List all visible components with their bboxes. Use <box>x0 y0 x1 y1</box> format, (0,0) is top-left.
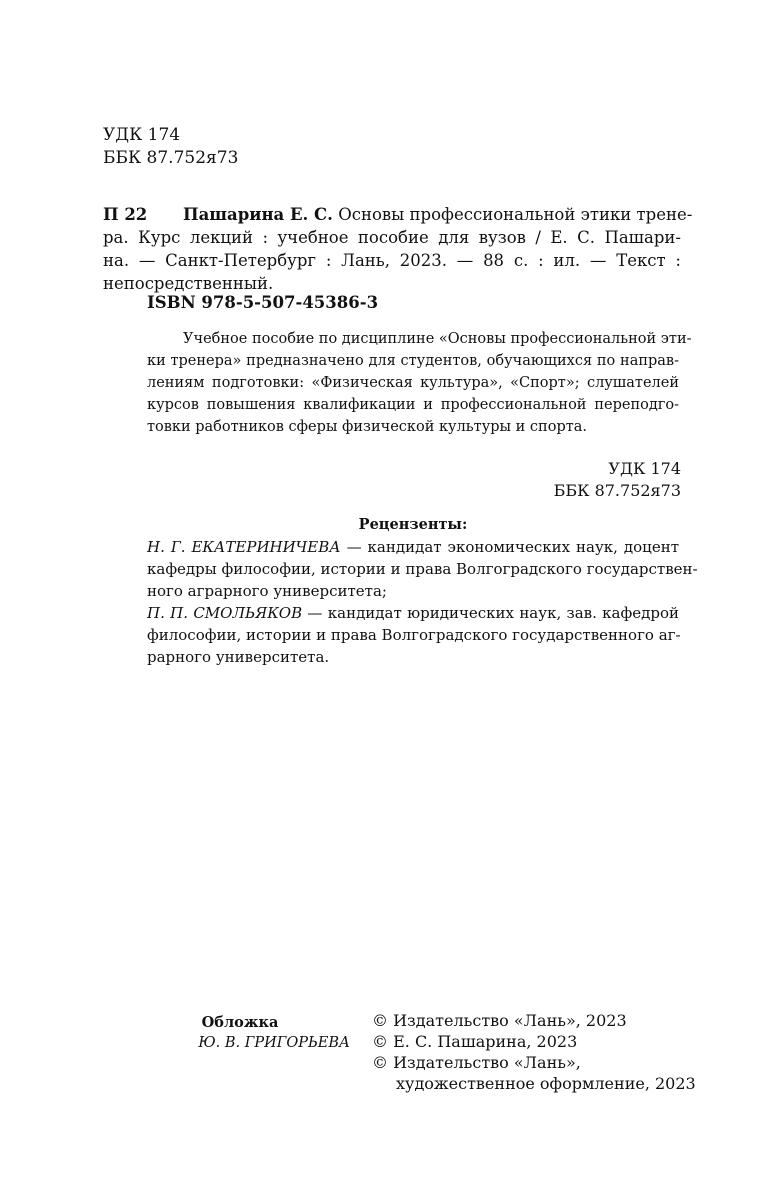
annotation-line-3: лениям подготовки: «Физическая культура», «Спорт»; слушателей <box>147 375 679 391</box>
udk-code: УДК 174 <box>103 125 181 145</box>
annotation-line-5: товки работников сферы физической культуры и спорта. <box>147 419 588 435</box>
copyright-design-line: художественное оформление, 2023 <box>396 1074 696 1093</box>
reviewer-1-name: Н. Г. ЕКАТЕРИНИЧЕВА <box>147 538 341 556</box>
copyright-author: © Е. С. Пашарина, 2023 <box>372 1032 578 1051</box>
annotation-line-4: курсов повышения квалификации и профессиональной переподго- <box>147 397 679 413</box>
reviewer-2-line-3: рарного университета. <box>147 648 330 666</box>
reviewer-2-line-1 <box>147 602 679 624</box>
bib-line-4: непосредственный. <box>103 274 274 293</box>
cover-designer: Ю. В. ГРИГОРЬЕВА <box>198 1035 350 1051</box>
reviewers-list <box>147 536 698 668</box>
cover-label: Обложка <box>201 1014 279 1031</box>
reviewer-1-desc: — кандидат экономических наук, доцент <box>340 538 679 556</box>
classification-codes-right <box>554 458 681 502</box>
bibliographic-record <box>103 203 693 295</box>
udk-code-right: УДК 174 <box>608 459 681 478</box>
reviewer-1-line-2: кафедры философии, истории и права Волгоградского государствен- <box>147 560 698 578</box>
reviewer-1-line-3: ного аграрного университета; <box>147 582 387 600</box>
reviewer-1-line-1 <box>147 536 679 558</box>
copyright-publisher: © Издательство «Лань», 2023 <box>372 1011 627 1030</box>
author-mark: П 22 <box>103 205 148 224</box>
reviewer-2-desc: — кандидат юридических наук, зав. кафедрой <box>302 604 679 622</box>
reviewers-heading: Рецензенты: <box>358 516 468 533</box>
classification-codes-top <box>103 124 238 170</box>
bib-line-3: на. — Санкт-Петербург : Лань, 2023. — 88 с. : ил. — Текст : <box>103 251 681 270</box>
copyright-block <box>372 1010 696 1094</box>
bbk-code-right: ББК 87.752я73 <box>553 481 681 500</box>
annotation-line-2: ки тренера» предназначено для студентов, обучающихся по направ- <box>147 353 679 369</box>
annotation <box>147 328 692 438</box>
bib-line-1 <box>103 203 693 226</box>
bib-author: Пашарина Е. С. <box>183 205 333 224</box>
bib-line-2: ра. Курс лекций : учебное пособие для вузов / Е. С. Пашари- <box>103 228 681 247</box>
bbk-code: ББК 87.752я73 <box>103 148 239 168</box>
reviewer-2-name: П. П. СМОЛЬЯКОВ <box>147 604 303 622</box>
cover-credit <box>100 1013 350 1053</box>
bib-line-1-text: Основы профессиональной этики трене- <box>338 205 693 224</box>
copyright-publisher-design: © Издательство «Лань», <box>372 1053 581 1072</box>
reviewer-2-line-2: философии, истории и права Волгоградского государственного аг- <box>147 626 681 644</box>
annotation-line-1: Учебное пособие по дисциплине «Основы профессиональной эти- <box>183 331 692 347</box>
isbn: ISBN 978-5-507-45386-3 <box>147 293 379 312</box>
